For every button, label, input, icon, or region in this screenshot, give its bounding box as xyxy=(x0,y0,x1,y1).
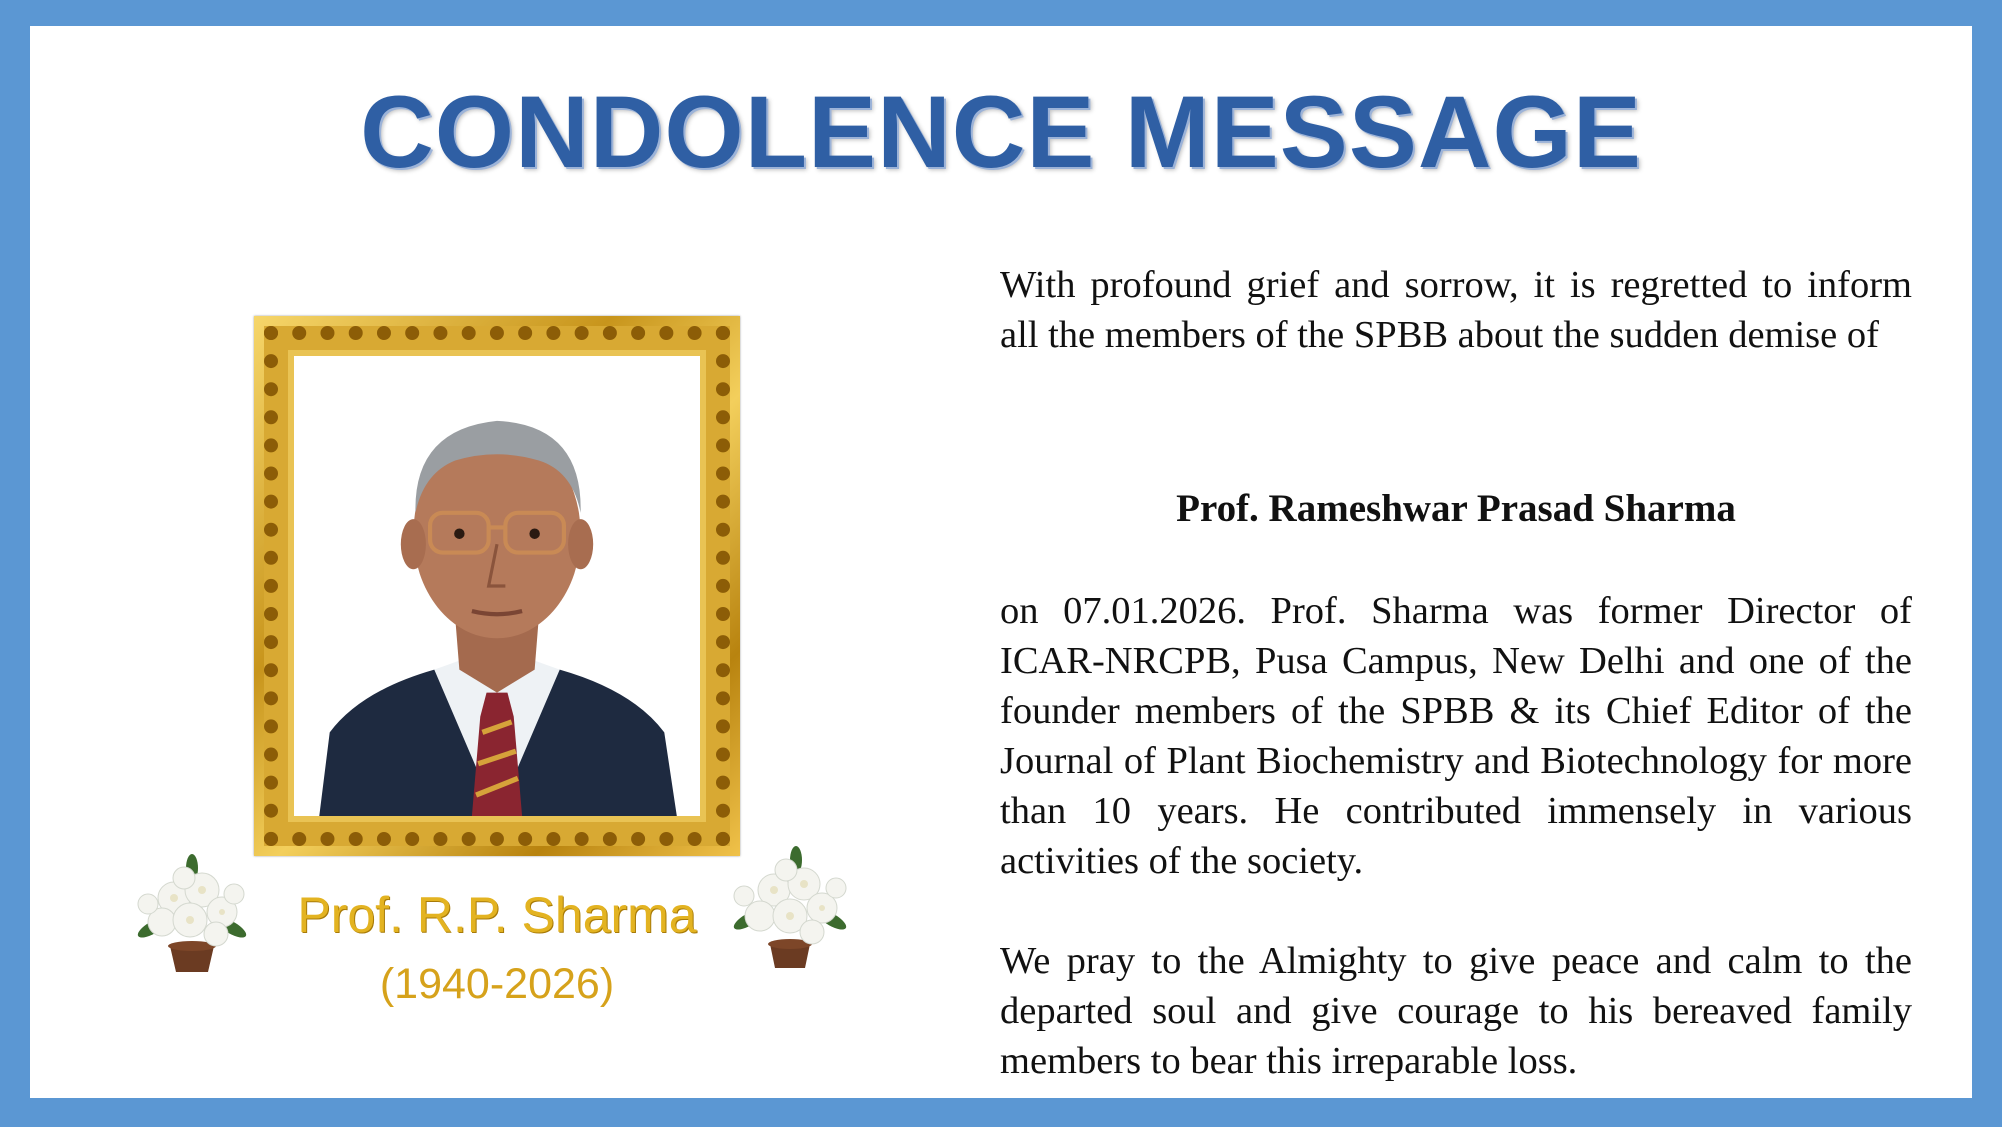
page-title: CONDOLENCE MESSAGE xyxy=(360,75,1642,189)
message-prayer-paragraph: We pray to the Almighty to give peace and calm to the departed soul and give courage to his bereaved family members to bear this irreparable loss. xyxy=(1000,940,1912,1082)
condolence-card xyxy=(30,26,1972,1098)
portrait-photo xyxy=(294,356,700,816)
portrait-years-caption: (1940-2026) xyxy=(379,960,615,1008)
deceased-full-name: Prof. Rameshwar Prasad Sharma xyxy=(1176,487,1736,530)
portrait-name-caption: Prof. R.P. Sharma xyxy=(297,887,697,943)
flower-bouquet-left-icon xyxy=(122,838,262,978)
flower-bouquet-right-icon xyxy=(720,834,860,974)
message-intro-paragraph: With profound grief and sorrow, it is regretted to inform all the members of the SPBB about the sudden demise of xyxy=(1000,264,1912,356)
message-details-paragraph: on 07.01.2026. Prof. Sharma was former Director of ICAR-NRCPB, Pusa Campus, New Delhi and one of the founder members of the SPBB & its Chief Editor of the Journal of Plant Biochemistry and Biotechnology for more than 10 years. He contributed immensely in various activities of the society. xyxy=(1000,590,1912,882)
portrait-frame xyxy=(254,316,740,856)
